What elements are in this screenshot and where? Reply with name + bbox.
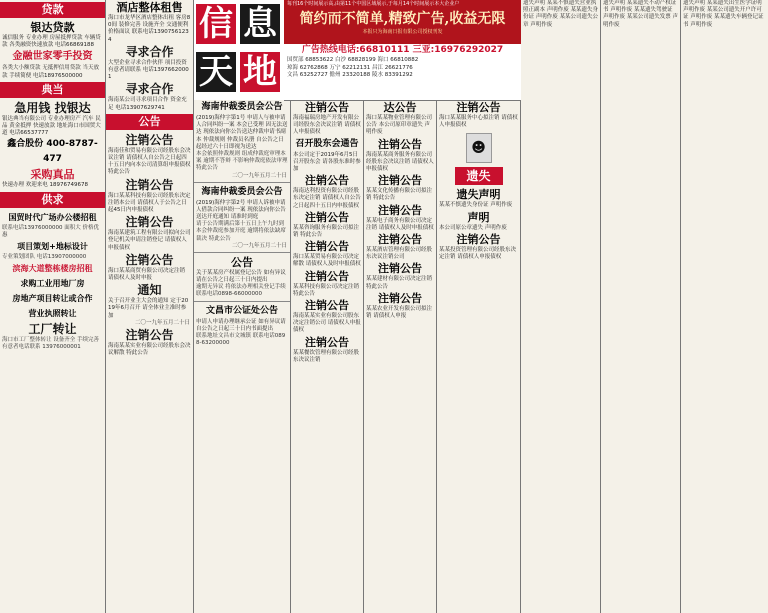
section-loan: 贷款 bbox=[0, 2, 105, 18]
ad-title: 急用钱 找银达 bbox=[14, 100, 91, 115]
banner-top-text: 每刊16个时间展示高,由第11个中国区域展示,于每月14个时间展示本大企业户 bbox=[287, 1, 460, 7]
notice-text: 海口某某商贸有限公司决定注销 请债权人及时申报 bbox=[108, 267, 186, 282]
notice-text: 关于某某房产权属登记公告 如有异议请在公告之日起三十日内提出 bbox=[196, 269, 286, 284]
notice-text: 海南某某实业有限公司股东决定注销公司 请债权人申报债权 bbox=[293, 313, 361, 334]
notice-text: 逾期无异议 将依法办理相关登记手续 联系电话0898-66000000 bbox=[196, 284, 286, 298]
column-classifieds-2 bbox=[106, 0, 194, 613]
ad-text: 诚信服务 专业办理 房屋抵押贷款 车辆贷款 各类融资快速放款 电话66869188 bbox=[2, 35, 101, 49]
ad-title: 酒店整体租售 bbox=[116, 1, 183, 14]
notice-text: 某某电子商务有限公司决定注销 请债权人及时申报债权 bbox=[366, 217, 434, 231]
banner-subtext: 本报只为海南日报有限公司授权刊发 bbox=[362, 29, 443, 35]
notice-title: 召开股东会通告 bbox=[295, 138, 359, 149]
notice-title: 注销公告 bbox=[456, 232, 501, 246]
notice-title: 注销公告 bbox=[305, 210, 349, 224]
ad-text: 联系电话13976000000 面积大 价格优惠 bbox=[2, 224, 99, 238]
notice-text: (2019)海仲字第2号 申请人诉被申请人借款合同纠纷一案 现依法向你公告送达开庭通知 请准时到庭 bbox=[196, 199, 286, 221]
notice-text: 海南某建筑工程有限公司拟向公司登记机关申请注销登记 请债权人申报债权 bbox=[108, 230, 191, 251]
notice-title: 注销公告 bbox=[305, 240, 349, 254]
notice-text: 本会依照仲裁规则 组成仲裁庭审理本案 逾期不答辩 不影响仲裁庭依法审理 特此公告 bbox=[196, 151, 288, 172]
ad-title: 工厂转让 bbox=[28, 322, 77, 337]
header-banner bbox=[284, 0, 521, 44]
notice-text: 海南福瑞房地产开发有限公司经股东会决议注销 请债权人申报债权 bbox=[293, 115, 361, 136]
notice-text: 某某投资管理有限公司经股东决定注销 请债权人申报债权 bbox=[439, 246, 517, 261]
masthead-char: 信 bbox=[196, 4, 236, 44]
notice-text: 海南某某实业有限公司经股东会决议解散 特此公告 bbox=[108, 342, 191, 357]
masthead-logo bbox=[194, 0, 285, 100]
notice-title: 注销公告 bbox=[125, 252, 174, 267]
ad-text: 海口市龙华区酒店整体出租 客房80间 装修完善 设施齐全 交通便利 价格面议 联系电话13907561234 bbox=[108, 15, 191, 43]
notice-text: 关于召开业主大会的通知 定于2019年6月召开 请全体业主准时参加 bbox=[108, 298, 189, 319]
ad-title: 银达贷款 bbox=[30, 21, 75, 34]
notice-text: 海南佳和贸易有限公司经股东会决议注销 请债权人自公告之日起四十五日内向本公司清算组申报债权 特此公告 bbox=[108, 147, 191, 176]
notice-title: 注销公告 bbox=[305, 269, 349, 283]
notice-text: 遗失声明 某某不慎遗失营业执照正副本 声明作废 某某遗失身份证 声明作废 某某公司遗失公章 声明作废 bbox=[523, 0, 598, 28]
column-lost-7 bbox=[521, 0, 601, 613]
notice-title: 海南仲裁委员会公告 bbox=[201, 186, 283, 197]
notice-text: 某某文化传播有限公司拟注销 特此公告 bbox=[366, 188, 433, 202]
ad-text: 专业策划团队 电话13907000000 bbox=[2, 254, 87, 261]
ad-title: 金融世家零手投资 bbox=[12, 51, 93, 63]
contact-line: 国贸部 68853622 白沙 68828199 海口 66810882 bbox=[287, 57, 419, 63]
masthead-char: 地 bbox=[240, 52, 280, 92]
notice-title: 海南仲裁委员会公告 bbox=[201, 102, 283, 112]
notice-title: 注销公告 bbox=[125, 327, 174, 342]
notice-title: 遗失声明 bbox=[456, 188, 501, 202]
notice-date: 二〇一九年五月二十日 bbox=[231, 242, 287, 249]
ad-title: 房地产项目转让或合作 bbox=[12, 294, 93, 304]
ad-text: 大型企业寻求合作伙伴 项目投资 有意者请联系 电话13976620001 bbox=[108, 59, 189, 81]
notice-text: 某某咨询服务有限公司拟注销 特此公告 bbox=[293, 224, 360, 239]
notice-title: 注销公告 bbox=[378, 233, 422, 247]
ad-title: 寻求合作 bbox=[125, 82, 174, 97]
ad-title: 求购工业用地厂房 bbox=[20, 279, 85, 289]
notice-title: 注销公告 bbox=[305, 299, 349, 313]
notice-title: 注销公告 bbox=[305, 174, 349, 188]
notice-title: 通知 bbox=[137, 283, 162, 298]
divider bbox=[194, 252, 290, 253]
ad-text: 海南某公司寻求项目合作 资金充足 电话13907629741 bbox=[108, 97, 187, 111]
column-lost-6 bbox=[437, 100, 521, 613]
masthead-char: 息 bbox=[240, 4, 280, 44]
notice-title: 注销公告 bbox=[378, 291, 422, 305]
section-notice: 公告 bbox=[106, 114, 193, 130]
ad-text: 海口市工厂整体转让 设备齐全 手续完善 有意者电话联系 13976000001 bbox=[2, 337, 99, 351]
column-notices-4 bbox=[291, 100, 364, 613]
notice-text: 某某农业开发有限公司拟注销 请债权人申报 bbox=[366, 305, 433, 320]
ad-title: 营业执照转让 bbox=[28, 309, 77, 319]
ad-title: 项目策划+地标设计 bbox=[17, 242, 88, 252]
column-notices-3 bbox=[194, 100, 291, 613]
ad-title: 采购真品 bbox=[30, 168, 75, 182]
notice-title: 注销公告 bbox=[305, 101, 349, 114]
ad-text: 银达典当有限公司 专业办理房产 汽车 民品 黄金抵押 快速放款 地址海口市国贸大道 电话66537777 bbox=[2, 115, 101, 137]
notice-text: 海口某某物业管理有限公司公告 本公司原印章遗失 声明作废 bbox=[366, 115, 433, 136]
notice-text: 某某科技有限公司决定注销 特此公告 bbox=[293, 283, 360, 297]
contact-line: 文昌 63252727 儋州 23320188 陵水 83391292 bbox=[287, 72, 413, 78]
ad-text: 各类大小额贷款 无抵押信用贷款 当天放款 手续简便 电话18976500000 bbox=[2, 65, 99, 79]
notice-text: (2019)海仲字第1号 申请人与被申请人合同纠纷一案 本会已受理 因无法送达 现依法向你公告送达仲裁申请书副本 仲裁规则 仲裁员名册 自公告之日起经过六十日即视为送达 bbox=[196, 115, 288, 150]
ad-text: 快速办理 欢迎来电 18976749678 bbox=[2, 182, 88, 189]
divider bbox=[194, 301, 290, 302]
notice-text: 某某建材有限公司决定注销 特此公告 bbox=[366, 276, 433, 290]
notice-date: 二〇一九年五月二十日 bbox=[134, 319, 190, 326]
ad-title: 滨海大道整栋楼房招租 bbox=[12, 264, 93, 274]
notice-title: 注销公告 bbox=[378, 262, 422, 276]
section-lost: 遗失 bbox=[455, 167, 503, 185]
section-pawn: 典当 bbox=[0, 82, 105, 98]
contact-line: 琼海 62762868 万宁 62212131 昌江 26621776 bbox=[287, 64, 413, 71]
notice-title: 注销公告 bbox=[125, 177, 174, 192]
notice-text: 海南某某商务服务有限公司经股东会决议注销 请债权人申报债权 bbox=[366, 151, 434, 173]
column-lost-8 bbox=[601, 0, 681, 613]
column-classifieds-1 bbox=[0, 0, 106, 613]
notice-title: 注销公告 bbox=[125, 215, 174, 230]
notice-text: 请于公告期满后第十五日上午九时到本会仲裁庭参加开庭 逾期将依法缺席裁决 特此公告 bbox=[196, 221, 286, 242]
notice-title: 文昌市公证处公告 bbox=[205, 305, 278, 316]
ad-title: 国贸时代广场办公楼招租 bbox=[8, 212, 97, 222]
notice-text: 海口某某科技有限公司经股东决定注销本公司 请债权人于公告之日起45日内申报债权 bbox=[108, 192, 191, 214]
notice-date: 二〇一九年五月二十日 bbox=[231, 172, 287, 179]
hotline: 广告热线电话:66810111 三亚:16976292027 bbox=[301, 45, 504, 55]
notice-text: 本公司原公章遗失 声明作废 bbox=[439, 224, 507, 231]
ad-title: 鑫合股份 400-8787-477 bbox=[7, 139, 98, 165]
notice-title: 公告 bbox=[231, 255, 253, 269]
notice-text: 遗失声明 某某遗失不动产权证书 声明作废 某某遗失驾驶证 声明作废 某某公司遗失发票 声明作废 bbox=[603, 0, 678, 28]
divider bbox=[194, 182, 290, 183]
notice-title: 声明 bbox=[467, 210, 490, 224]
notice-title: 注销公告 bbox=[378, 137, 422, 151]
notice-text: 某某餐饮管理有限公司经股东决议注销 bbox=[293, 349, 360, 363]
contact-box bbox=[284, 44, 521, 101]
notice-title: 注销公告 bbox=[305, 335, 349, 349]
notice-title: 注销公告 bbox=[378, 203, 422, 217]
column-notices-5 bbox=[364, 100, 437, 613]
notice-text: 某某酒店管理有限公司经股东决议注销公司 bbox=[366, 247, 433, 261]
notice-text: 联系地址文昌市文城镇 联系电话0898-63200000 bbox=[196, 333, 286, 347]
section-supply: 供求 bbox=[0, 192, 105, 208]
person-photo-icon: ☻ bbox=[466, 133, 492, 163]
notice-title: 注销公告 bbox=[456, 101, 501, 114]
notice-text: 遗失声明 某某遗失出生医学证明 声明作废 某某公司遗失开户许可证 声明作废 某某遗失车辆登记证书 声明作废 bbox=[683, 0, 764, 28]
notice-title: 注销公告 bbox=[125, 132, 174, 147]
notice-text: 某某不慎遗失身份证 声明作废 bbox=[439, 202, 513, 209]
banner-slogan: 简约而不简单,精致广告,收益无限 bbox=[299, 11, 506, 27]
notice-text: 申请人申请办理继承公证 如有异议请自公告之日起三十日内书面提出 bbox=[196, 318, 286, 332]
notice-text: 海南达利投资有限公司经股东决定注销 请债权人自公告之日起四十五日内申报债权 bbox=[293, 188, 361, 209]
column-lost-9 bbox=[681, 0, 768, 613]
masthead-char: 天 bbox=[196, 52, 236, 92]
notice-text: 海口某某贸易有限公司决定解散 请债权人及时申报债权 bbox=[293, 254, 361, 268]
ad-title: 寻求合作 bbox=[125, 44, 174, 59]
notice-title: 达公告 bbox=[383, 101, 417, 114]
notice-text: 海口某某服务中心拟注销 请债权人申报债权 bbox=[439, 115, 518, 129]
notice-text: 本公司定于2019年6月5日召开股东会 请各股东准时参加 bbox=[293, 151, 361, 173]
notice-title: 注销公告 bbox=[378, 174, 422, 188]
